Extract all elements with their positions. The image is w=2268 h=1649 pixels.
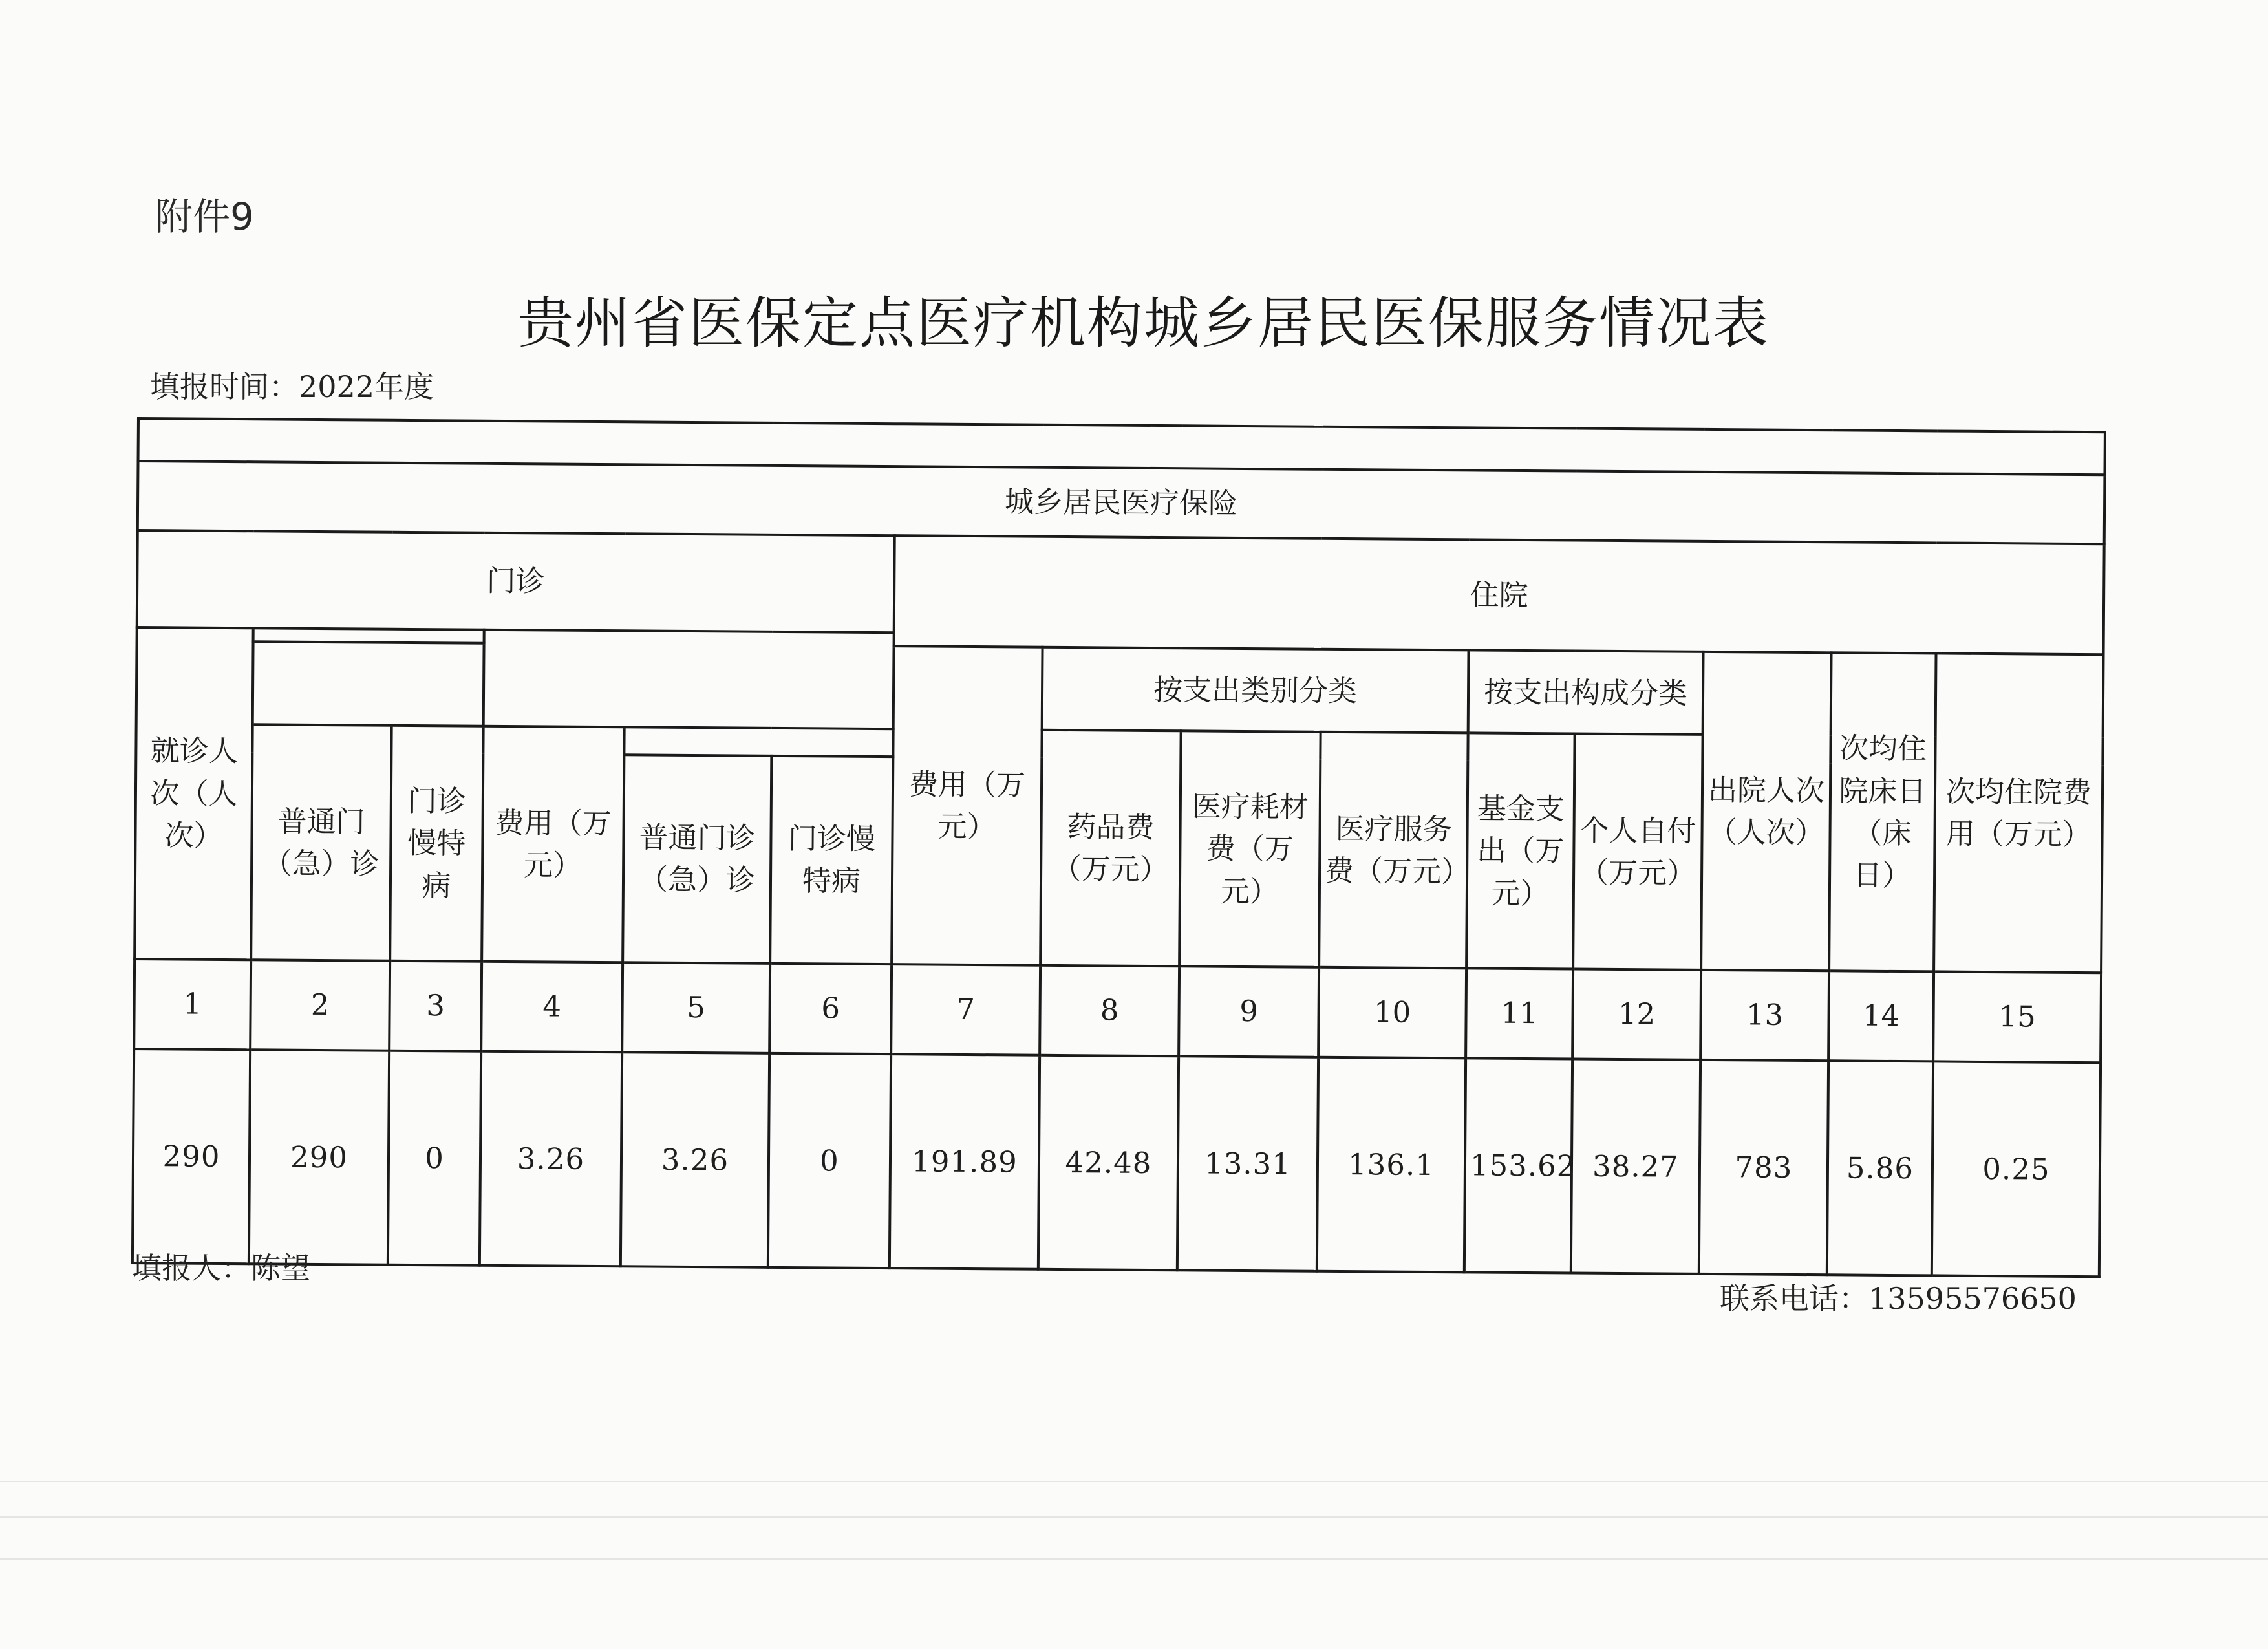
header-self-payment: 个人自付（万元） bbox=[1573, 734, 1703, 970]
table-row bbox=[137, 530, 2104, 641]
header-blank bbox=[624, 727, 893, 757]
value-avg-bed-days: 5.86 bbox=[1827, 1061, 1933, 1276]
attachment-label: 附件9 bbox=[155, 195, 254, 239]
group-header-inpatient: 住院 bbox=[894, 535, 2104, 654]
column-number: 9 bbox=[1179, 966, 1319, 1057]
group-header-outpatient: 门诊 bbox=[137, 530, 895, 632]
header-inpatient-cost: 费用（万元） bbox=[892, 646, 1042, 965]
scan-artifact-line bbox=[0, 1558, 2268, 1560]
column-number: 14 bbox=[1828, 971, 1934, 1061]
report-table bbox=[131, 417, 2106, 1278]
value-discharges: 783 bbox=[1699, 1059, 1828, 1275]
header-avg-cost: 次均住院费用（万元） bbox=[1934, 654, 2103, 973]
table-row bbox=[134, 959, 2101, 1062]
header-chronic-outpatient: 门诊慢特病 bbox=[390, 726, 484, 961]
column-number: 12 bbox=[1572, 969, 1701, 1059]
table-row bbox=[136, 641, 2104, 737]
header-avg-bed-days: 次均住院床日（床日） bbox=[1829, 652, 1936, 971]
header-general-outpatient: 普通门（急）诊 bbox=[251, 725, 392, 961]
group-header-top: 城乡居民医疗保险 bbox=[138, 461, 2105, 544]
header-blank bbox=[253, 628, 484, 643]
scan-artifact-line bbox=[0, 1481, 2268, 1482]
value-general-outpatient-cost: 3.26 bbox=[621, 1052, 769, 1267]
column-number: 13 bbox=[1700, 970, 1829, 1061]
column-number: 10 bbox=[1318, 967, 1466, 1058]
table-row bbox=[133, 1049, 2101, 1277]
header-visits: 就诊人次（人次） bbox=[134, 627, 253, 960]
column-number: 4 bbox=[481, 961, 623, 1051]
page-title: 贵州省医保定点医疗机构城乡居民医保服务情况表 bbox=[518, 291, 1770, 356]
report-table-container bbox=[131, 417, 2104, 1278]
value-avg-cost: 0.25 bbox=[1932, 1061, 2101, 1277]
contact-phone: 联系电话：13595576650 bbox=[1720, 1281, 2077, 1316]
header-consumables-cost: 医疗耗材费（万元） bbox=[1179, 731, 1321, 967]
header-discharges: 出院人次（人次） bbox=[1701, 652, 1831, 971]
column-number: 2 bbox=[250, 960, 390, 1050]
header-outpatient-cost: 费用（万元） bbox=[482, 726, 625, 962]
group-header-by-composition: 按支出构成分类 bbox=[1468, 650, 1704, 735]
value-chronic-outpatient-cost: 0 bbox=[768, 1053, 891, 1268]
column-number: 1 bbox=[134, 959, 251, 1050]
header-blank bbox=[253, 641, 484, 726]
column-number: 11 bbox=[1466, 968, 1573, 1059]
value-drug-cost: 42.48 bbox=[1038, 1055, 1179, 1270]
header-blank bbox=[484, 629, 894, 729]
value-general-outpatient: 290 bbox=[249, 1050, 389, 1265]
value-fund-payment: 153.62 bbox=[1464, 1058, 1572, 1273]
column-number: 15 bbox=[1933, 971, 2101, 1062]
value-self-payment: 38.27 bbox=[1571, 1059, 1700, 1274]
column-number: 3 bbox=[389, 960, 482, 1051]
value-outpatient-cost: 3.26 bbox=[480, 1051, 622, 1266]
column-number: 6 bbox=[769, 964, 892, 1054]
header-service-cost: 医疗服务费（万元） bbox=[1319, 732, 1468, 968]
value-inpatient-cost: 191.89 bbox=[890, 1054, 1040, 1269]
value-visits: 290 bbox=[133, 1049, 250, 1264]
group-header-by-category: 按支出类别分类 bbox=[1042, 647, 1469, 733]
header-chronic-outpatient-cost: 门诊慢特病 bbox=[770, 756, 893, 964]
header-drug-cost: 药品费（万元） bbox=[1040, 730, 1181, 966]
value-chronic-outpatient: 0 bbox=[388, 1050, 481, 1265]
table-row bbox=[138, 461, 2105, 544]
column-number: 7 bbox=[891, 964, 1040, 1055]
header-general-outpatient-cost: 普通门诊（急）诊 bbox=[623, 755, 771, 963]
column-number: 5 bbox=[622, 962, 770, 1053]
column-number: 8 bbox=[1040, 965, 1179, 1055]
value-service-cost: 136.1 bbox=[1317, 1057, 1466, 1272]
reporter: 填报人：陈望 bbox=[132, 1251, 310, 1286]
header-fund-payment: 基金支出（万元） bbox=[1466, 733, 1575, 969]
fill-date: 填报时间：2022年度 bbox=[150, 369, 434, 404]
value-consumables-cost: 13.31 bbox=[1177, 1056, 1318, 1271]
scan-artifact-line bbox=[0, 1516, 2268, 1518]
